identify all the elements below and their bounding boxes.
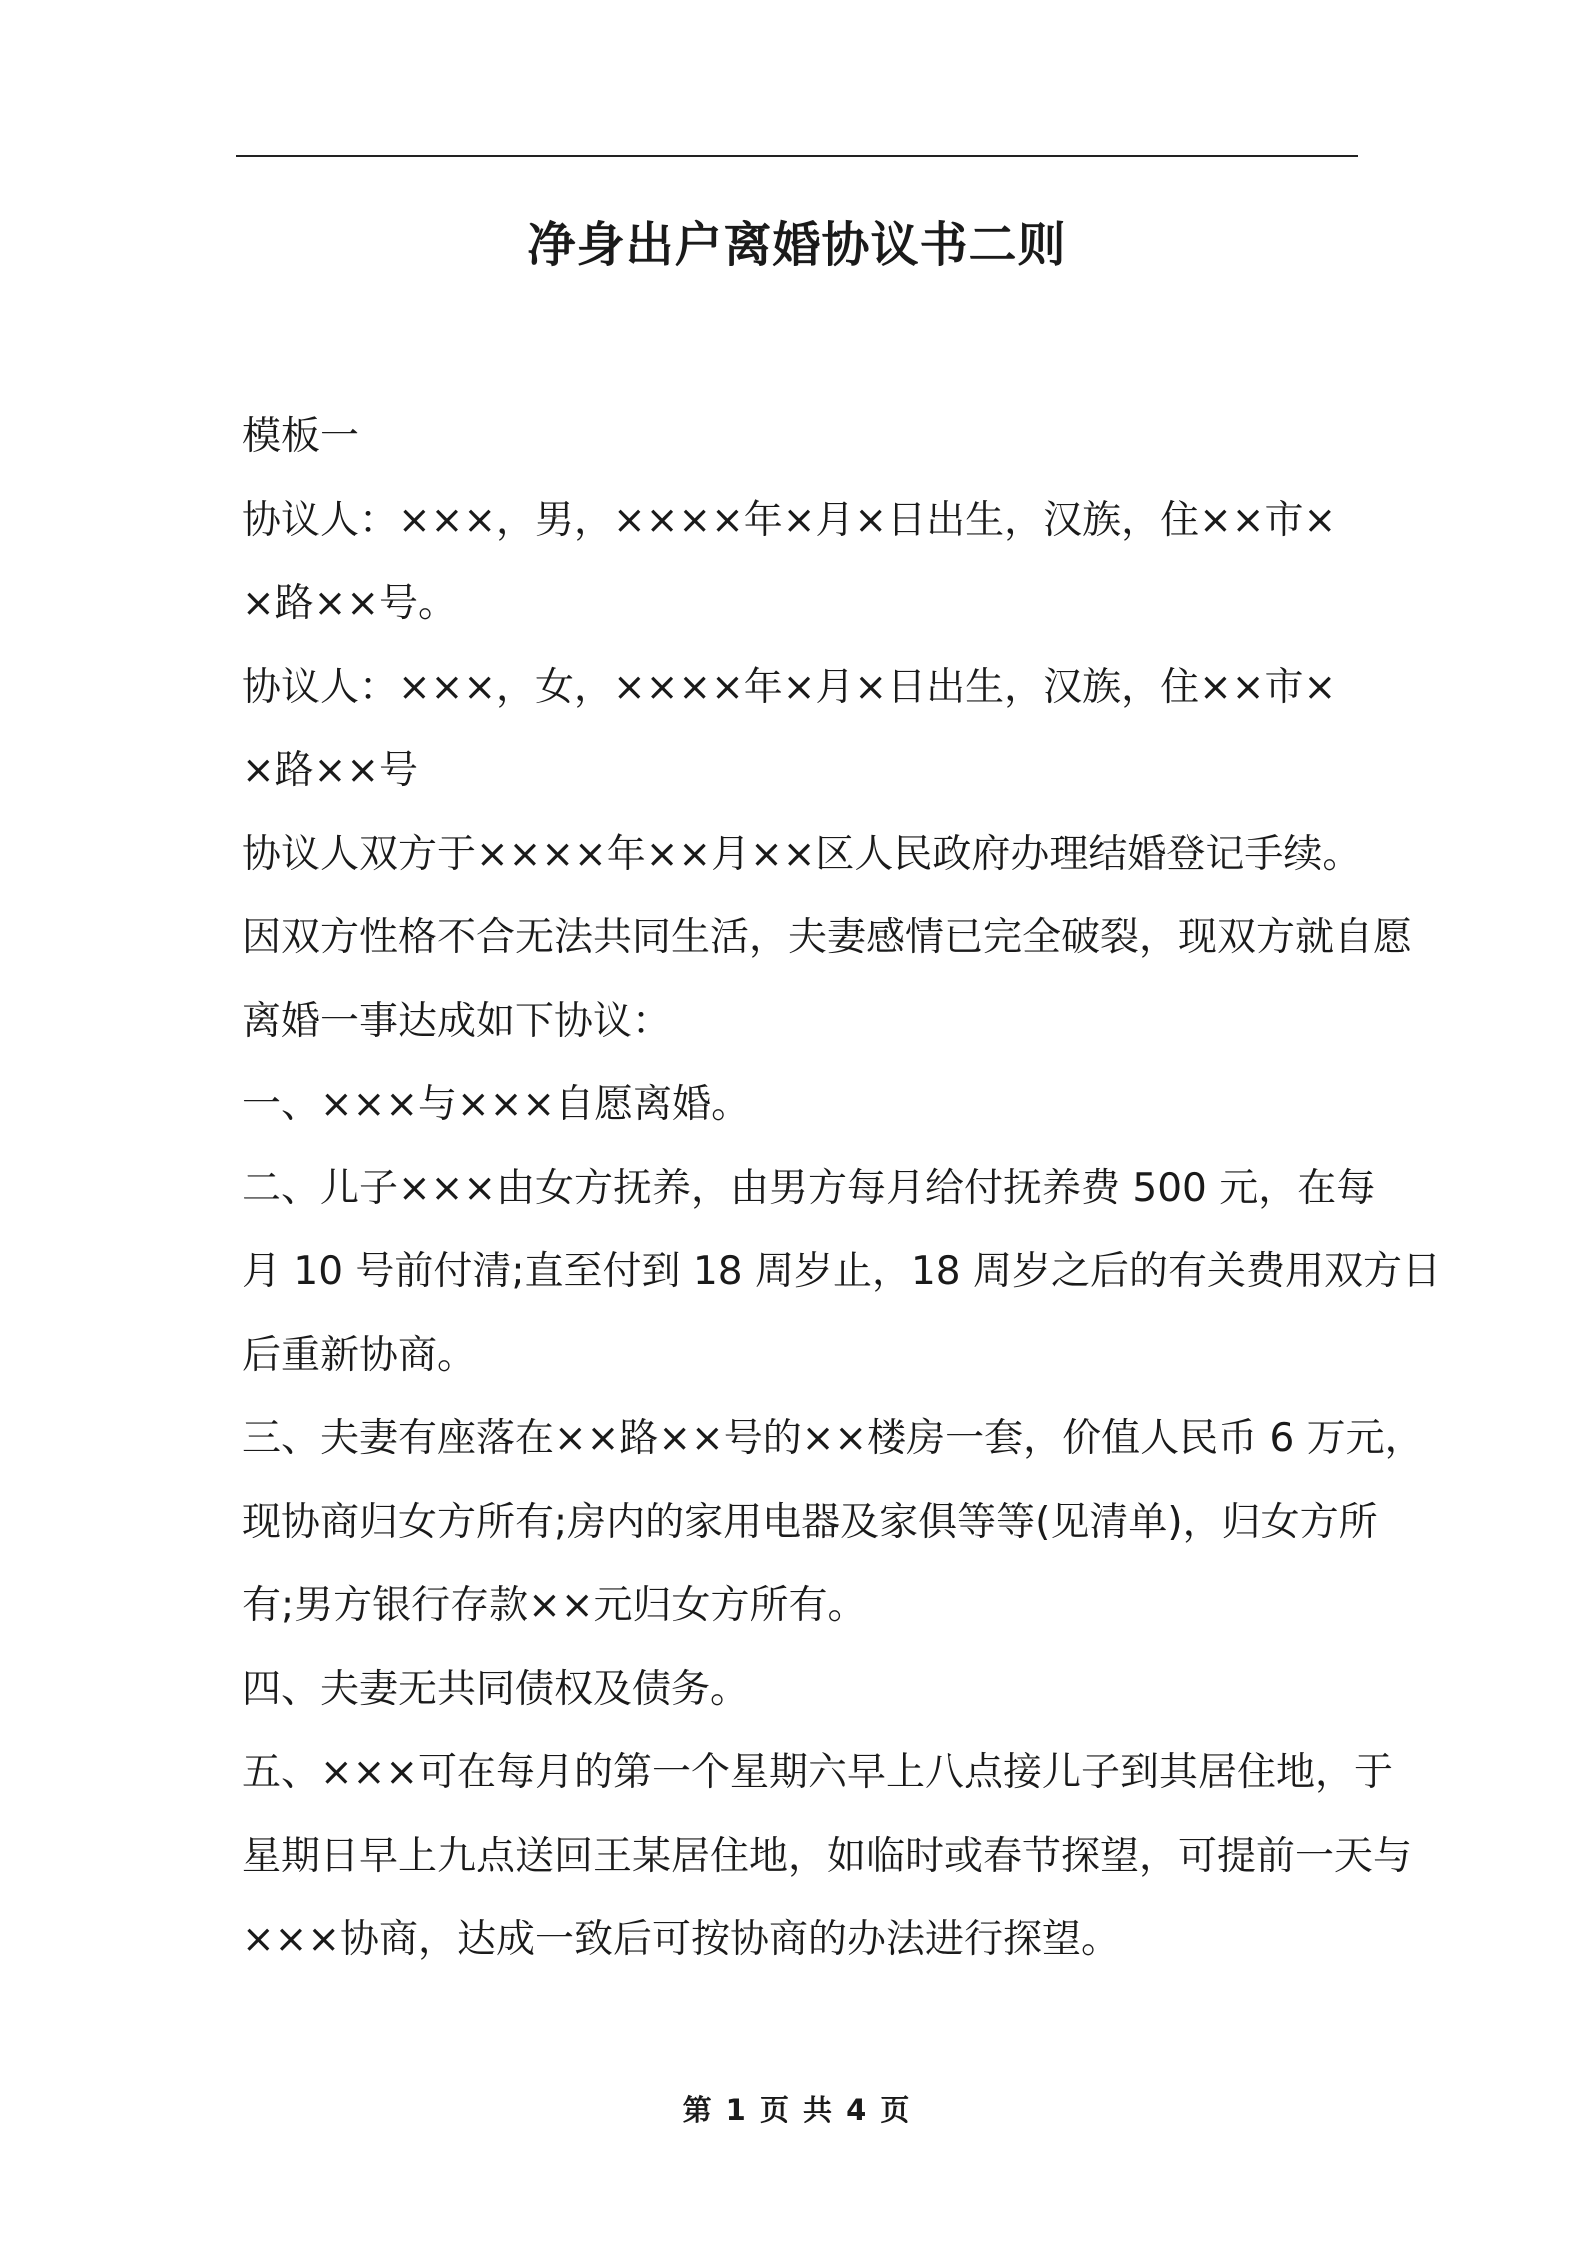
document-title: 净身出户离婚协议书二则 <box>527 217 1067 273</box>
page-number-footer: 第 1 页 共 4 页 <box>682 2093 912 2127</box>
text-line: 协议人：×××，男，××××年×月×日出生，汉族，住××市× <box>242 497 1337 543</box>
text-line: 因双方性格不合无法共同生活，夫妻感情已完全破裂，现双方就自愿 <box>242 915 1413 960</box>
text-line: 二、儿子×××由女方抚养，由男方每月给付抚养费 500 元，在每 <box>242 1165 1376 1211</box>
text-line: ×路××号 <box>242 748 419 793</box>
text-line: 离婚一事达成如下协议： <box>242 998 672 1044</box>
text-line: 五、×××可在每月的第一个星期六早上八点接儿子到其居住地，于 <box>242 1750 1394 1795</box>
text-line: 星期日早上九点送回王某居住地，如临时或春节探望，可提前一天与 <box>242 1833 1413 1879</box>
text-line: 四、夫妻无共同债权及债务。 <box>242 1666 750 1712</box>
text-line: 协议人：×××，女，××××年×月×日出生，汉族，住××市× <box>242 664 1337 710</box>
text-line: 月 10 号前付清;直至付到 18 周岁止，18 周岁之后的有关费用双方日 <box>242 1249 1442 1294</box>
text-line: 模板一 <box>242 414 360 459</box>
header-rule <box>236 155 1358 157</box>
text-line: ×××协商，达成一致后可按协商的办法进行探望。 <box>242 1917 1121 1962</box>
text-line: 一、×××与×××自愿离婚。 <box>242 1082 751 1127</box>
text-line: 有;男方银行存款××元归女方所有。 <box>242 1583 867 1628</box>
text-line: 现协商归女方所有;房内的家用电器及家俱等等(见清单)，归女方所 <box>242 1499 1378 1545</box>
text-line: 协议人双方于××××年××月××区人民政府办理结婚登记手续。 <box>242 831 1362 877</box>
text-line: ×路××号。 <box>242 581 458 626</box>
text-line: 三、夫妻有座落在××路××号的××楼房一套，价值人民币 6 万元， <box>242 1416 1424 1461</box>
text-line: 后重新协商。 <box>242 1332 477 1378</box>
document-body <box>242 395 1442 1982</box>
